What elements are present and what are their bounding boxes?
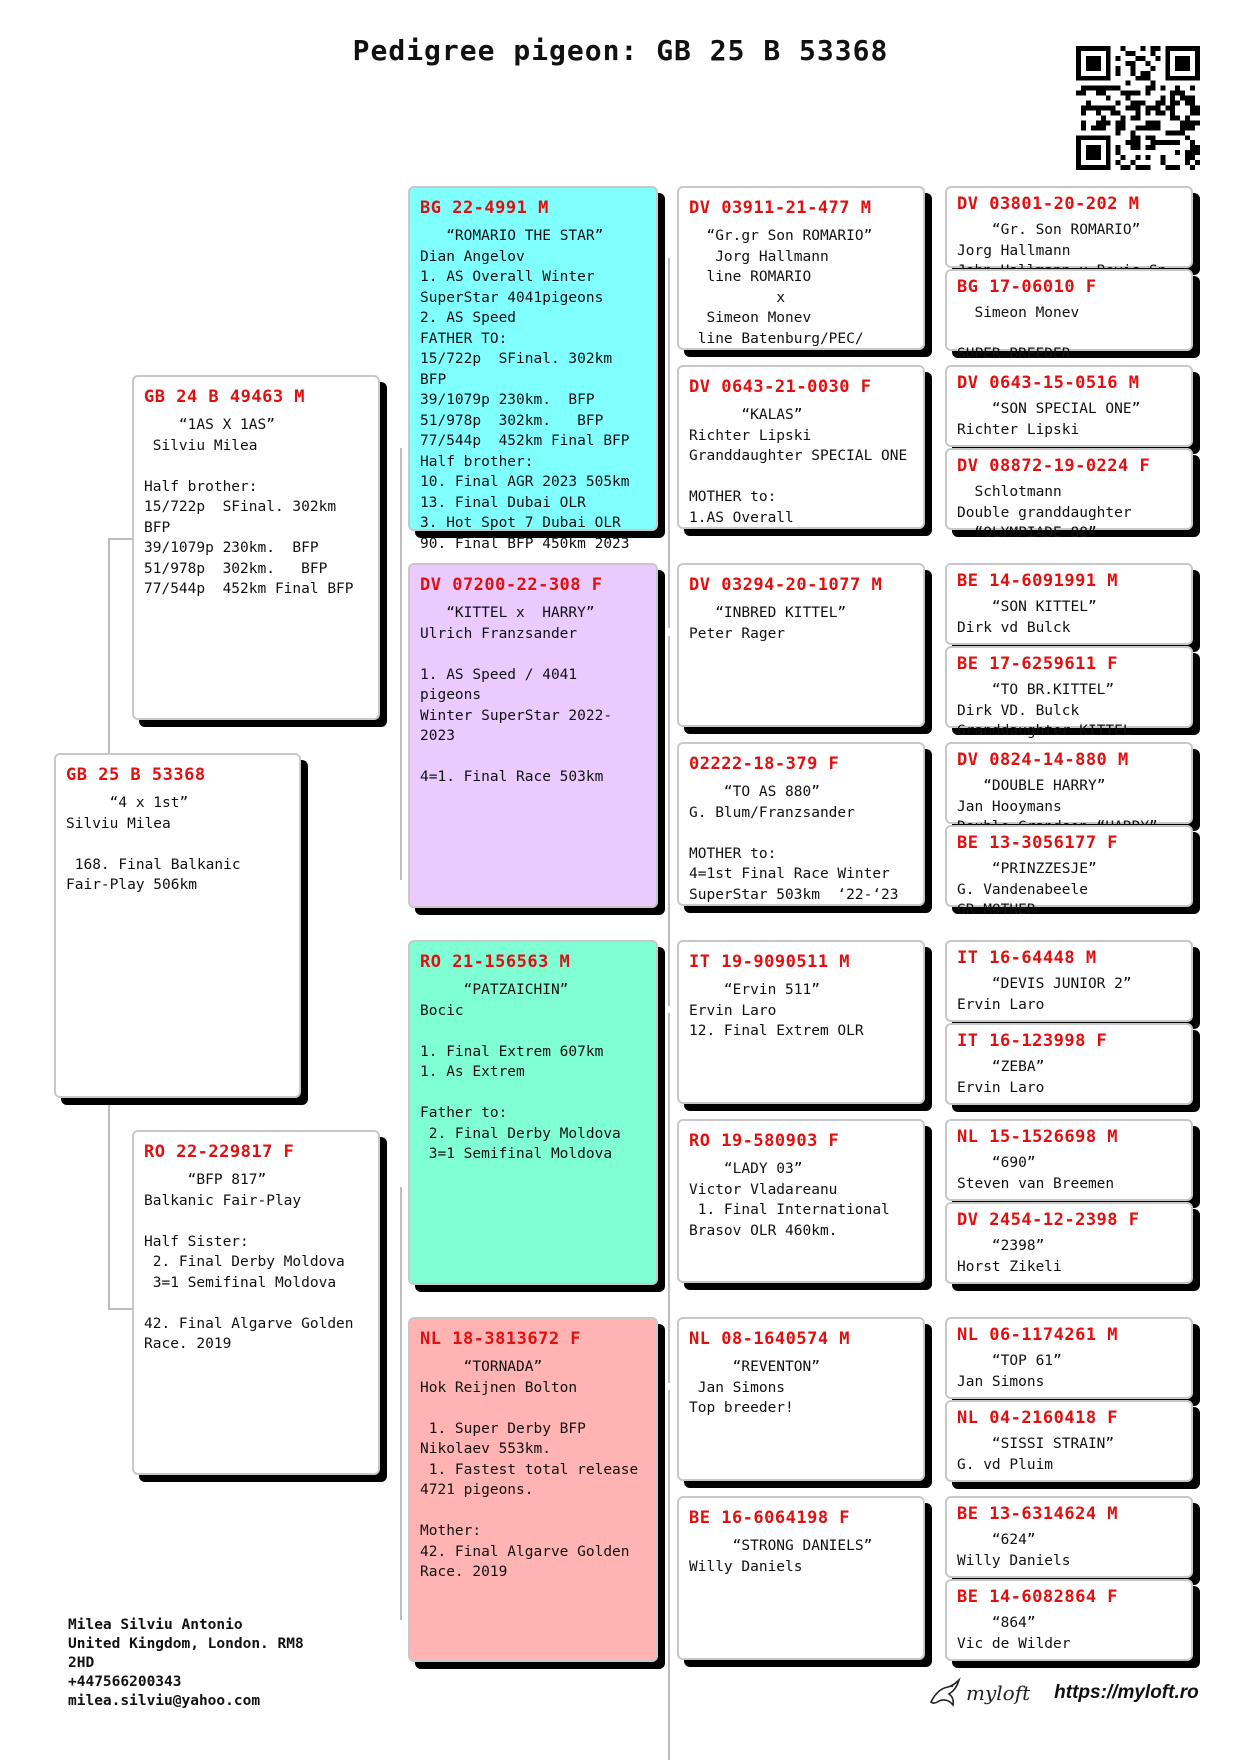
pigeon-card-dam[interactable] — [132, 1130, 380, 1475]
ring-number: DV 2454-12-2398 F — [957, 1210, 1140, 1230]
connector-line — [108, 1308, 134, 1310]
connector-line — [108, 538, 134, 540]
pigeon-card-gen4[interactable] — [945, 646, 1193, 739]
pigeon-details: “690” Steven van Breemen — [957, 1155, 1115, 1192]
ring-number: DV 0643-15-0516 M — [957, 373, 1140, 393]
pigeon-card-gen4[interactable] — [945, 448, 1193, 541]
pigeon-card-gen3[interactable] — [677, 742, 925, 906]
ring-number: IT 19-9090511 M — [689, 952, 851, 972]
ring-number: RO 22-229817 F — [144, 1142, 295, 1162]
connector-line — [668, 1390, 670, 1760]
pigeon-card-gen3[interactable] — [677, 940, 925, 1104]
ring-number: BE 16-6064198 F — [689, 1508, 851, 1528]
ring-number: DV 0824-14-880 M — [957, 750, 1129, 770]
pigeon-card-gen4[interactable] — [945, 1496, 1193, 1578]
ring-number: NL 04-2160418 F — [957, 1408, 1119, 1428]
ring-number: NL 18-3813672 F — [420, 1329, 582, 1349]
ring-number: GB 24 B 49463 M — [144, 387, 306, 407]
pigeon-details: “DOUBLE HARRY” Jan Hooymans — [957, 778, 1106, 815]
pigeon-card-gen4[interactable] — [945, 1202, 1193, 1284]
pigeon-details: “TORNADA” Hok Reijnen Bolton 1. Super Derby BFP Nikolaev 553km. 1. Fastest total release 4721 pigeons. Mother: 42. Final Algarve Golden Race. 2019 — [420, 1359, 639, 1580]
ring-number: DV 03294-20-1077 M — [689, 575, 883, 595]
pigeon-card-gen4[interactable] — [945, 1023, 1193, 1105]
ring-number: RO 19-580903 F — [689, 1131, 840, 1151]
pigeon-details: “KITTEL x HARRY” Ulrich Franzsander 1. AS Speed / 4041 pigeons Winter SuperStar 2022-2023 4=1. Final Race 503km — [420, 605, 613, 785]
ring-number: NL 06-1174261 M — [957, 1325, 1119, 1345]
pigeon-details: “STRONG DANIELS” Willy Daniels — [689, 1538, 873, 1575]
pigeon-card-gen2[interactable] — [408, 1317, 658, 1662]
page-title: Pedigree pigeon: GB 25 B 53368 — [352, 34, 889, 67]
ring-number: GB 25 B 53368 — [66, 765, 206, 785]
brand-url[interactable]: https://myloft.ro — [1054, 1682, 1199, 1703]
pigeon-details: “BFP 817” Balkanic Fair-Play Half Sister: 2. Final Derby Moldova 3=1 Semifinal Moldova 42. Final Algarve Golden Race. 2019 — [144, 1172, 354, 1352]
qr-code-icon — [1076, 46, 1200, 170]
pigeon-details: “Gr. Son ROMARIO” Jorg Hallmann — [957, 222, 1141, 259]
pigeon-card-gen4[interactable] — [945, 269, 1193, 362]
pigeon-card-gen4[interactable] — [945, 825, 1193, 918]
pigeon-card-gen3[interactable] — [677, 186, 925, 350]
pigeon-card-gen4[interactable] — [945, 563, 1193, 645]
pigeon-details: “864” Vic de Wilder — [957, 1615, 1071, 1652]
ring-number: BE 13-3056177 F — [957, 833, 1119, 853]
pigeon-card-gen4[interactable] — [945, 940, 1193, 1022]
pigeon-card-sire[interactable] — [132, 375, 380, 720]
brand — [928, 1678, 1199, 1708]
pigeon-details: “KALAS” Richter Lipski Granddaughter SPECIAL ONE MOTHER to: 1.AS Overall — [689, 407, 908, 526]
brand-logo: myloft — [966, 1681, 1031, 1705]
pigeon-details: “SON SPECIAL ONE” Richter Lipski — [957, 401, 1141, 438]
pigeon-details: “TOP 61” Jan Simons — [957, 1353, 1062, 1390]
ring-number: BG 17-06010 F — [957, 277, 1097, 297]
connector-line — [400, 1187, 402, 1620]
ring-number: IT 16-64448 M — [957, 948, 1097, 968]
pigeon-details: “SON KITTEL” Dirk vd Bulck — [957, 599, 1097, 636]
pigeon-card-gen4[interactable] — [945, 1400, 1193, 1482]
pigeon-details: “1AS X 1AS” Silviu Milea Half brother: 15/722p SFinal. 302km BFP 39/1079p 230km. BFP 51/978p 302km. BFP 77/544p 452km Final BFP — [144, 417, 354, 597]
pigeon-details: “2398” Horst Zikeli — [957, 1238, 1062, 1275]
pigeon-card-gen4[interactable] — [945, 1579, 1193, 1661]
ring-number: BE 13-6314624 M — [957, 1504, 1119, 1524]
ring-number: BE 14-6082864 F — [957, 1587, 1119, 1607]
pigeon-details: “TO AS 880” G. Blum/Franzsander MOTHER to: 4=1st Final Race Winter SuperStar 503km ‘22-‘23 — [689, 784, 899, 903]
pigeon-details: “SISSI STRAIN” G. vd Pluim — [957, 1436, 1115, 1473]
pigeon-card-gen4[interactable] — [945, 186, 1193, 268]
pigeon-card-gen4[interactable] — [945, 742, 1193, 824]
pigeon-details: “DEVIS JUNIOR 2” Ervin Laro — [957, 976, 1132, 1013]
connector-line — [668, 1013, 670, 1383]
pigeon-card-gen4[interactable] — [945, 365, 1193, 447]
owner-contact: Milea Silviu Antonio United Kingdom, London. RM8 2HD +447566200343 milea.silviu@yahoo.com — [68, 1617, 304, 1709]
connector-line — [668, 636, 670, 1006]
pigeon-details: “624” Willy Daniels — [957, 1532, 1071, 1569]
ring-number: 02222-18-379 F — [689, 754, 840, 774]
pigeon-details: “PRINZZESJE” G. Vandenabeele GR MOTHER — [957, 861, 1097, 918]
pigeon-details: “ZEBA” Ervin Laro — [957, 1059, 1045, 1096]
pigeon-details: “LADY 03” Victor Vladareanu 1. Final International Brasov OLR 460km. — [689, 1161, 890, 1239]
pigeon-details: “Gr.gr Son ROMARIO” Jorg Hallmann line ROMARIO x Simeon Monev line Batenburg/PEC/ — [697, 228, 873, 347]
pigeon-details: Simeon Monev SUPER BREEDER — [957, 305, 1080, 362]
pigeon-card-gen3[interactable] — [677, 563, 925, 727]
ring-number: NL 08-1640574 M — [689, 1329, 851, 1349]
pigeon-card-subject[interactable] — [54, 753, 301, 1098]
pigeon-card-gen3[interactable] — [677, 1317, 925, 1481]
pigeon-card-gen3[interactable] — [677, 1496, 925, 1660]
connector-line — [400, 448, 402, 880]
pigeon-card-gen4[interactable] — [945, 1119, 1193, 1201]
ring-number: DV 03801-20-202 M — [957, 194, 1140, 214]
ring-number: NL 15-1526698 M — [957, 1127, 1119, 1147]
connector-line — [668, 258, 670, 628]
pigeon-details: “TO BR.KITTEL” Dirk VD. Bulck Granddaughter KITTEL — [957, 682, 1132, 739]
pigeon-details: “REVENTON” Jan Simons Top breeder! — [689, 1359, 820, 1416]
ring-number: DV 03911-21-477 M — [689, 198, 872, 218]
ring-number: BG 22-4991 M — [420, 198, 549, 218]
pigeon-card-gen2[interactable] — [408, 186, 658, 552]
ring-number: RO 21-156563 M — [420, 952, 571, 972]
pigeon-card-gen2[interactable] — [408, 563, 658, 908]
ring-number: BE 17-6259611 F — [957, 654, 1119, 674]
ring-number: IT 16-123998 F — [957, 1031, 1108, 1051]
ring-number: DV 08872-19-0224 F — [957, 456, 1151, 476]
pigeon-details: “Ervin 511” Ervin Laro 12. Final Extrem OLR — [689, 982, 864, 1039]
ring-number: DV 0643-21-0030 F — [689, 377, 872, 397]
pigeon-card-gen2[interactable] — [408, 940, 658, 1285]
pigeon-details: “4 x 1st” Silviu Milea 168. Final Balkanic Fair-Play 506km — [66, 795, 241, 893]
pigeon-details: Schlotmann Double granddaughter “OLYMPIADE 88” — [957, 484, 1132, 541]
pigeon-details: “PATZAICHIN” Bocic 1. Final Extrem 607km 1. As Extrem Father to: 2. Final Derby Moldova 3=1 Semifinal Moldova — [420, 982, 621, 1162]
pigeon-card-gen4[interactable] — [945, 1317, 1193, 1399]
ring-number: DV 07200-22-308 F — [420, 575, 603, 595]
pigeon-details: “ROMARIO THE STAR” Dian Angelov 1. AS Overall Winter SuperStar 4041pigeons 2. AS Speed FATHER TO: 15/722p SFinal. 302km BFP 39/1079p 230km. BFP 51/978p 302km. BFP 77/544p 452km Final BFP Half brother: 10. Final AGR 2023 505km 13. Final Dubai OLR 3. Hot Spot 7 Dubai OLR 90. Final BFP 450km 2023 — [420, 228, 630, 552]
ring-number: BE 14-6091991 M — [957, 571, 1119, 591]
pigeon-card-gen3[interactable] — [677, 365, 925, 529]
pigeon-logo-icon — [928, 1678, 962, 1708]
pigeon-details: “INBRED KITTEL” Peter Rager — [689, 605, 847, 642]
pigeon-card-gen3[interactable] — [677, 1119, 925, 1283]
